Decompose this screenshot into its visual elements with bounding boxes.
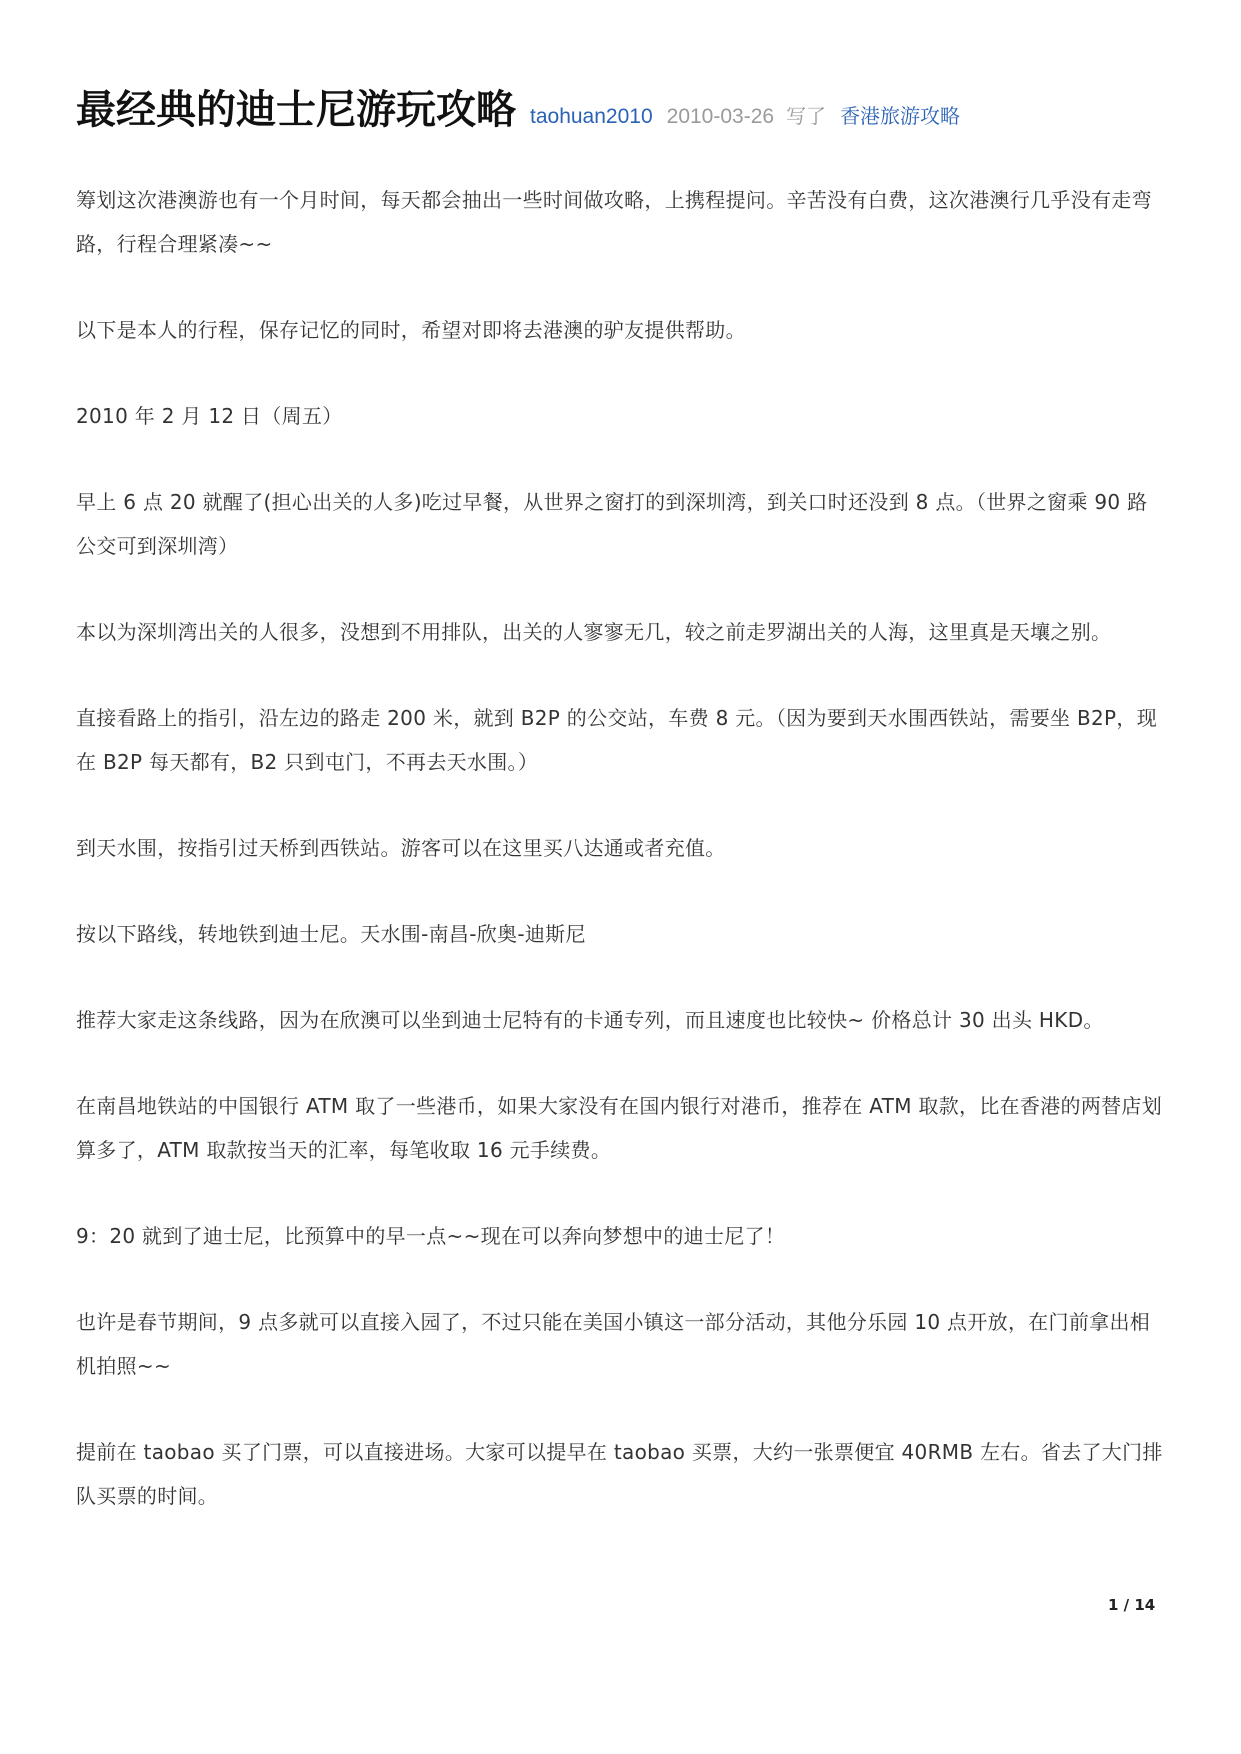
post-date: 2010-03-26 (666, 105, 775, 128)
paragraph: 以下是本人的行程，保存记忆的同时，希望对即将去港澳的驴友提供帮助。 (76, 318, 746, 342)
paragraph: 按以下路线，转地铁到迪士尼。天水围-南昌-欣奥-迪斯尼 (76, 922, 586, 946)
wrote-label: 写了 (786, 104, 827, 128)
paragraph: 在南昌地铁站的中国银行 ATM 取了一些港币，如果大家没有在国内银行对港币，推荐在 ATM 取款，比在香港的两替店划算多了，ATM 取款按当天的汇率，每笔收取 16 元手续费。 (76, 1094, 1163, 1162)
article-body (76, 178, 1166, 1560)
author-link[interactable]: taohuan2010 (530, 105, 653, 128)
paragraph: 到天水围，按指引过天桥到西铁站。游客可以在这里买八达通或者充值。 (76, 836, 726, 860)
paragraph: 筹划这次港澳游也有一个月时间，每天都会抽出一些时间做攻略，上携程提问。辛苦没有白费，这次港澳行几乎没有走弯路，行程合理紧凑~~ (76, 188, 1152, 256)
paragraph: 直接看路上的指引，沿左边的路走 200 米，就到 B2P 的公交站，车费 8 元。（因为要到天水围西铁站，需要坐 B2P，现在 B2P 每天都有，B2 只到屯门，不再去天水围。） (76, 706, 1158, 774)
paragraph: 早上 6 点 20 就醒了(担心出关的人多)吃过早餐，从世界之窗打的到深圳湾，到关口时还没到 8 点。（世界之窗乘 90 路公交可到深圳湾） (76, 490, 1148, 558)
category-link[interactable]: 香港旅游攻略 (840, 104, 961, 128)
article-header (76, 78, 960, 135)
paragraph: 推荐大家走这条线路，因为在欣澳可以坐到迪士尼特有的卡通专列，而且速度也比较快~ 价格总计 30 出头 HKD。 (76, 1008, 1104, 1032)
page-number: 1 / 14 (1108, 1596, 1156, 1614)
paragraph: 提前在 taobao 买了门票，可以直接进场。大家可以提早在 taobao 买票，大约一张票便宜 40RMB 左右。省去了大门排队买票的时间。 (76, 1440, 1163, 1508)
paragraph: 9：20 就到了迪士尼，比预算中的早一点~~现在可以奔向梦想中的迪士尼了！ (76, 1224, 786, 1248)
article-title: 最经典的迪士尼游玩攻略 (76, 86, 516, 133)
paragraph: 本以为深圳湾出关的人很多，没想到不用排队，出关的人寥寥无几，较之前走罗湖出关的人海，这里真是天壤之别。 (76, 620, 1112, 644)
paragraph: 2010 年 2 月 12 日（周五） (76, 404, 343, 428)
paragraph: 也许是春节期间，9 点多就可以直接入园了，不过只能在美国小镇这一部分活动，其他分乐园 10 点开放，在门前拿出相机拍照~~ (76, 1310, 1151, 1378)
